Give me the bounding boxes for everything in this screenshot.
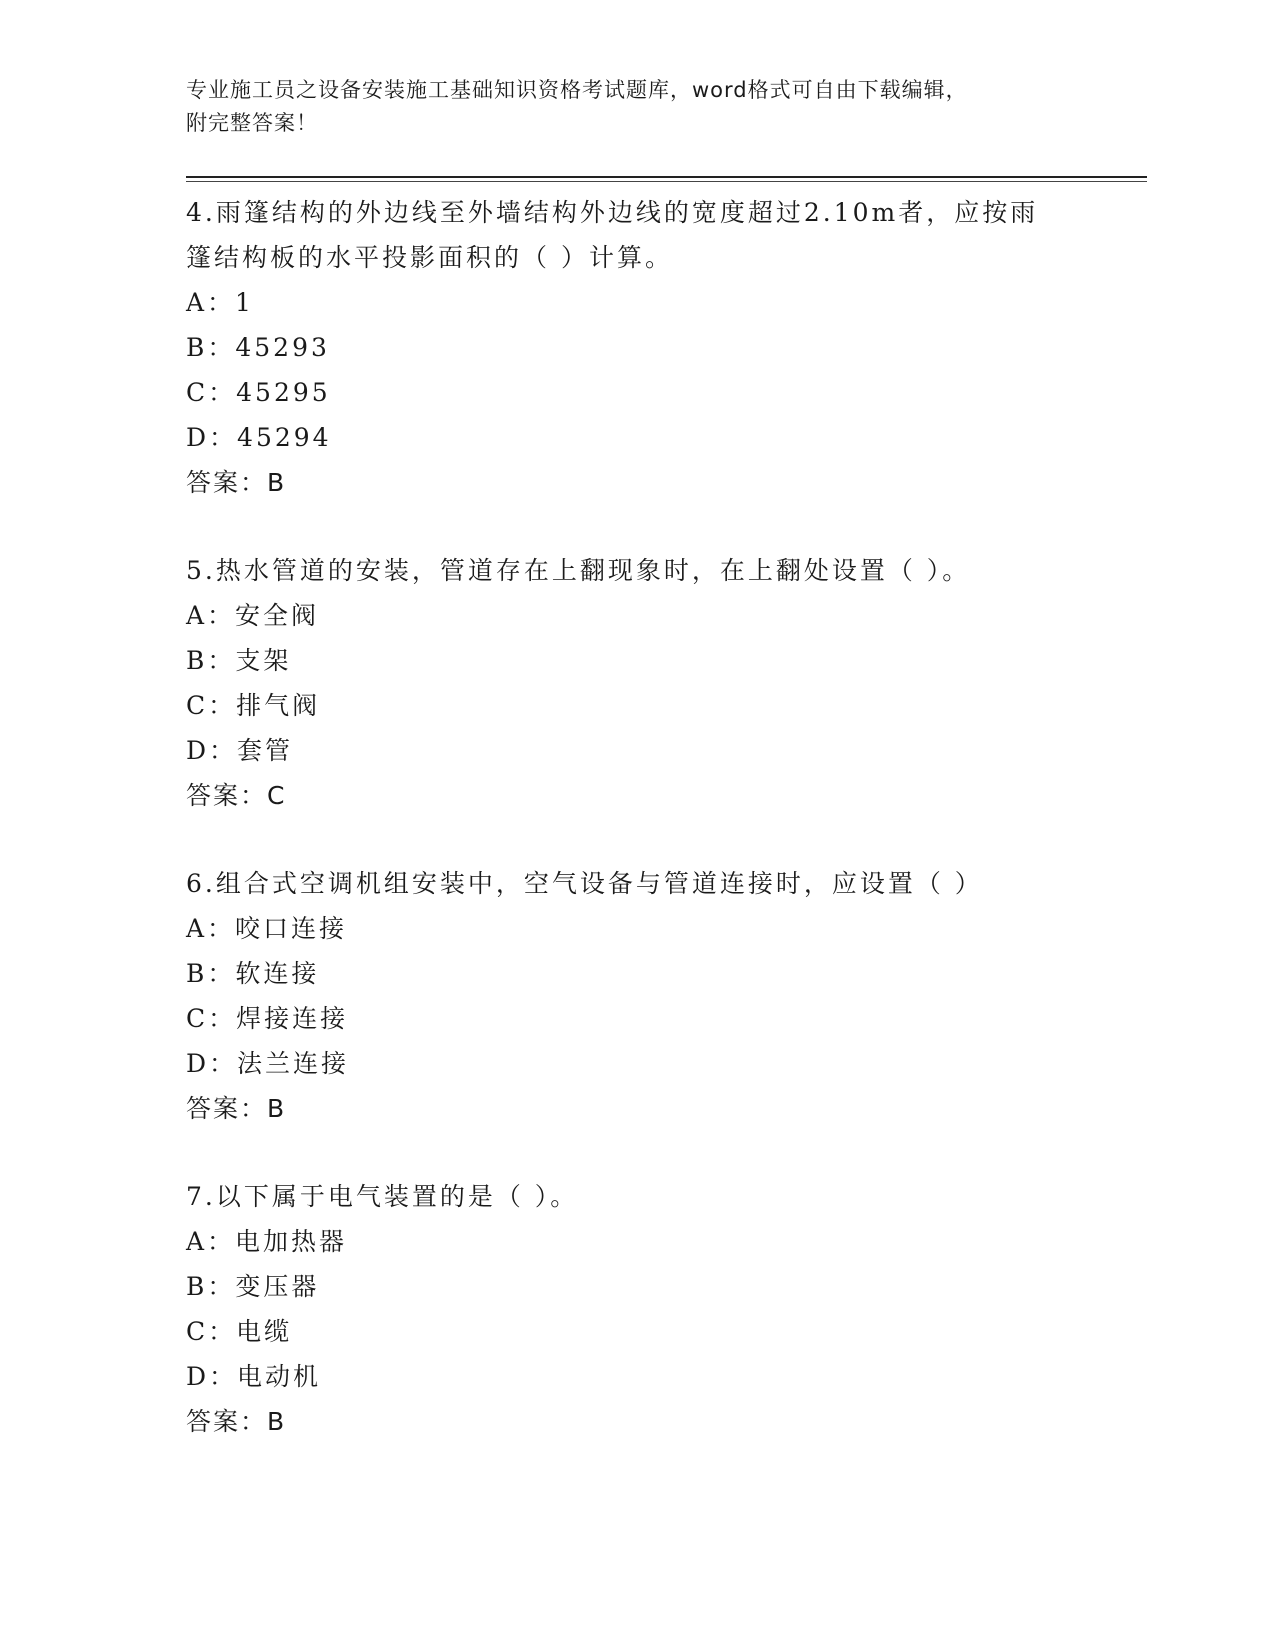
question-spacer: [186, 1131, 1086, 1174]
option-d: D：电动机: [186, 1362, 322, 1391]
question-6: [186, 861, 1086, 1131]
option-a: A：咬口连接: [186, 914, 348, 943]
question-spacer: [186, 818, 1086, 861]
option-d: D：45294: [186, 423, 332, 452]
answer-line: 答案：C: [186, 781, 287, 810]
question-stem: 7.以下属于电气装置的是（ ）。: [186, 1182, 579, 1211]
option-d: D：法兰连接: [186, 1049, 350, 1078]
question-5: [186, 548, 1086, 818]
header-divider-thick: [186, 176, 1147, 178]
option-d: D：套管: [186, 736, 294, 765]
option-b: B：45293: [186, 333, 330, 362]
option-c: C：45295: [186, 378, 331, 407]
question-7: [186, 1174, 1086, 1444]
option-c: C：焊接连接: [186, 1004, 349, 1033]
option-b: B：支架: [186, 646, 292, 675]
option-c: C：排气阀: [186, 691, 321, 720]
answer-line: 答案：B: [186, 468, 287, 497]
header-divider-thin: [186, 181, 1147, 182]
question-4: [186, 190, 1086, 505]
header-line-2: 附完整答案！: [186, 111, 318, 135]
answer-line: 答案：B: [186, 1407, 287, 1436]
answer-line: 答案：B: [186, 1094, 287, 1123]
question-stem: 5.热水管道的安装，管道存在上翻现象时，在上翻处设置（ ）。: [186, 556, 971, 585]
question-list: [186, 190, 1086, 1444]
option-a: A：安全阀: [186, 601, 320, 630]
document-header: [186, 74, 1066, 140]
option-b: B：软连接: [186, 959, 320, 988]
option-b: B：变压器: [186, 1272, 320, 1301]
option-a: A：1: [186, 288, 254, 317]
question-spacer: [186, 505, 1086, 548]
question-stem: 4.雨篷结构的外边线至外墙结构外边线的宽度超过2.10m者，应按雨篷结构板的水平投影面积的（ ）计算。: [186, 198, 1039, 272]
option-a: A：电加热器: [186, 1227, 348, 1256]
header-line-1: 专业施工员之设备安装施工基础知识资格考试题库，word格式可自由下载编辑，: [186, 78, 968, 102]
question-stem: 6.组合式空调机组安装中，空气设备与管道连接时，应设置（ ）: [186, 869, 983, 898]
option-c: C：电缆: [186, 1317, 293, 1346]
